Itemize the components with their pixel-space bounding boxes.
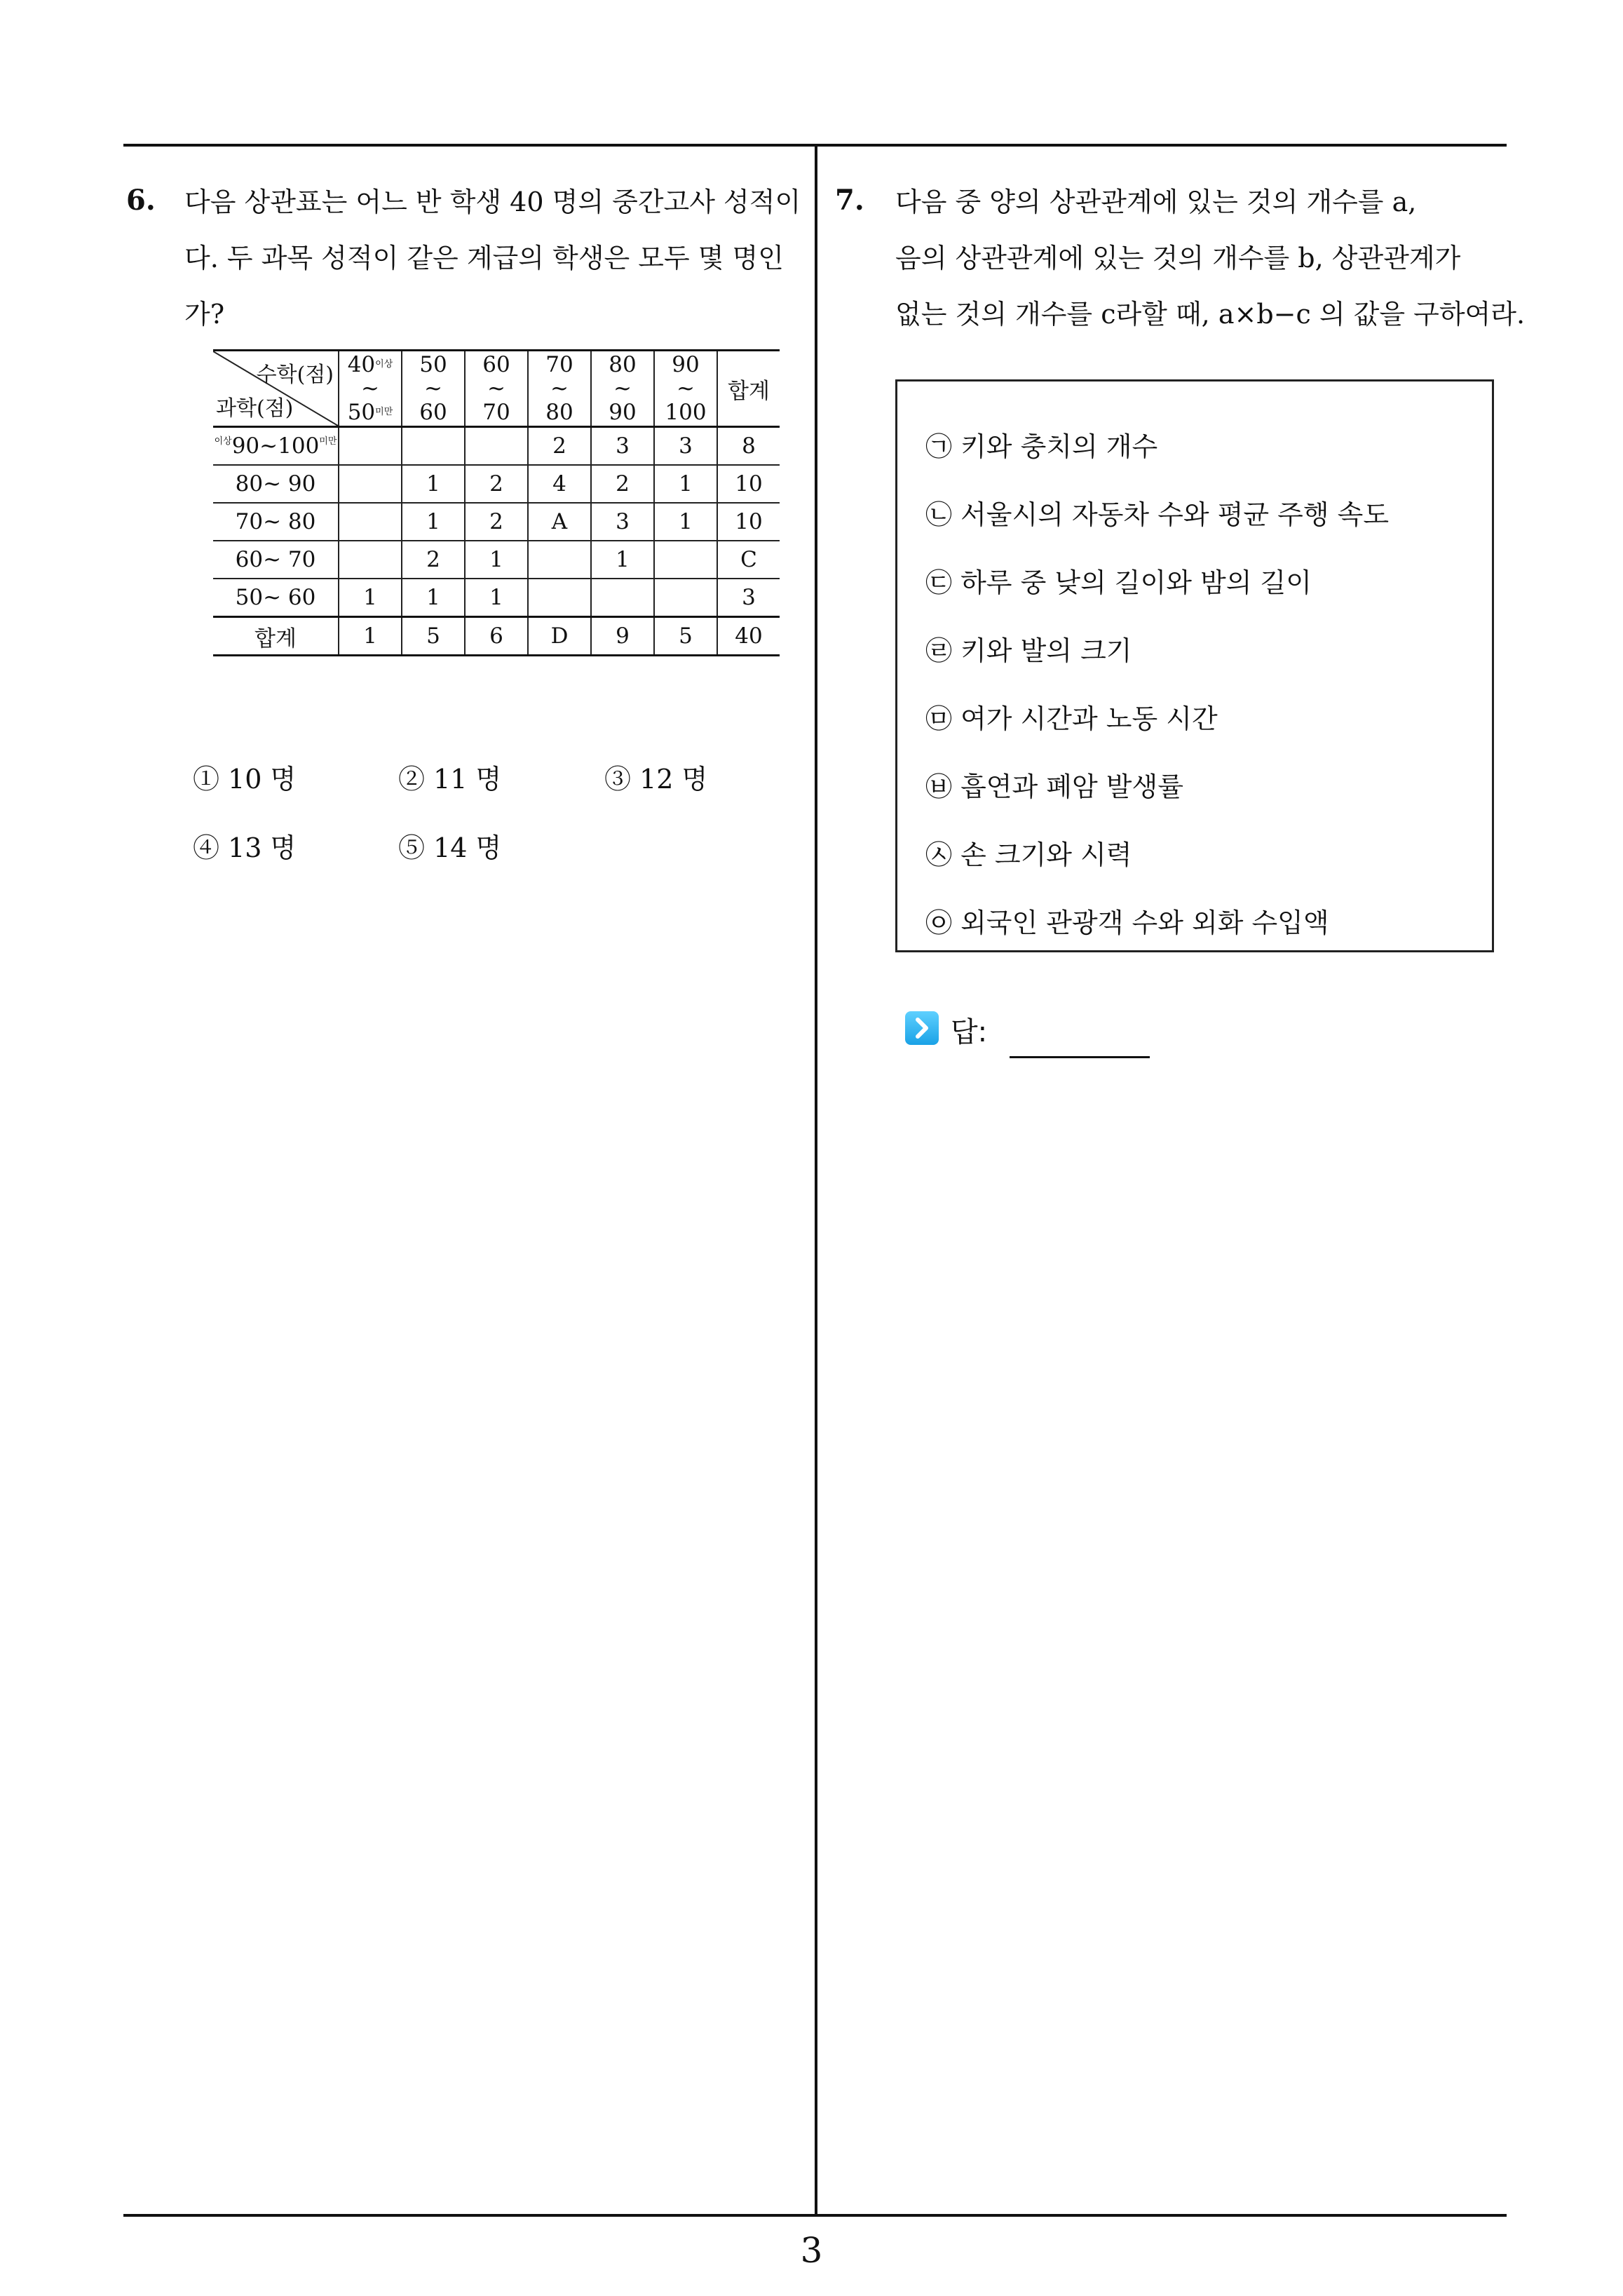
sum-cell: 1 xyxy=(339,617,402,656)
table-cell xyxy=(654,541,717,579)
col-head-4: 70 ~ 80 xyxy=(528,351,591,427)
choice-3[interactable]: ③ 12 명 xyxy=(604,764,708,795)
table-corner-cell xyxy=(213,351,339,427)
row-head-1: $^{이상}90\sim 100^{미만}$ xyxy=(213,427,339,466)
chevron-right-icon xyxy=(905,1011,939,1045)
table-cell: 1 xyxy=(591,541,654,579)
choice-1[interactable]: ① 10 명 xyxy=(193,764,297,795)
table-cell xyxy=(528,579,591,617)
item-3: ㉢ 하루 중 낮의 길이와 밤의 길이 xyxy=(925,567,1312,598)
table-cell: 1 xyxy=(339,579,402,617)
table-cell: 2 xyxy=(465,503,528,541)
sum-cell: 5 xyxy=(654,617,717,656)
table-cell xyxy=(402,427,465,466)
table-cell-total: C xyxy=(717,541,780,579)
table-cell: 4 xyxy=(528,465,591,503)
table-cell: 2 xyxy=(465,465,528,503)
table-cell: 3 xyxy=(654,427,717,466)
table-cell: 1 xyxy=(654,465,717,503)
table-cell: 1 xyxy=(402,465,465,503)
table-cell: 1 xyxy=(402,503,465,541)
question-6-line-3: 가? xyxy=(184,299,225,330)
col-head-5: 80 ~ 90 xyxy=(591,351,654,427)
corner-math-label: 수학(점) xyxy=(256,363,334,387)
question-7-text xyxy=(895,174,1526,342)
item-6: ㉥ 흡연과 폐암 발생률 xyxy=(925,771,1183,802)
question-6-text xyxy=(184,174,801,342)
item-5: ㉤ 여가 시간과 노동 시간 xyxy=(925,703,1218,734)
item-4: ㉣ 키와 발의 크기 xyxy=(925,635,1132,666)
choice-5[interactable]: ⑤ 14 명 xyxy=(398,832,502,863)
table-cell: 2 xyxy=(591,465,654,503)
row-head-5: 50~ 60 xyxy=(213,579,339,617)
table-cell: 2 xyxy=(402,541,465,579)
row-head-4: 60~ 70 xyxy=(213,541,339,579)
col-head-3: 60 ~ 70 xyxy=(465,351,528,427)
table-cell xyxy=(339,427,402,466)
table-cell xyxy=(528,541,591,579)
page-number: 3 xyxy=(800,2230,823,2271)
col-head-total: 합계 xyxy=(717,351,780,427)
question-6-line-2: 다. 두 과목 성적이 같은 계급의 학생은 모두 몇 명인 xyxy=(184,243,784,274)
col-head-2: 50 ~ 60 xyxy=(402,351,465,427)
question-7-number: 7. xyxy=(835,184,864,217)
table-cell: 1 xyxy=(402,579,465,617)
table-cell: 1 xyxy=(465,579,528,617)
table-cell-total: 3 xyxy=(717,579,780,617)
table-cell-total: 10 xyxy=(717,465,780,503)
row-head-3: 70~ 80 xyxy=(213,503,339,541)
sum-cell: D xyxy=(528,617,591,656)
col-head-1: $40^{이상}$ ~ $50^{미만}$ xyxy=(339,351,402,427)
answer-input-line[interactable] xyxy=(1010,1056,1150,1058)
item-1: ㉠ 키와 충치의 개수 xyxy=(925,431,1158,462)
item-7: ㉦ 손 크기와 시력 xyxy=(925,839,1132,870)
table-cell-total: 8 xyxy=(717,427,780,466)
table-cell: 2 xyxy=(528,427,591,466)
question-6-number: 6. xyxy=(126,184,156,217)
sum-cell: 9 xyxy=(591,617,654,656)
bottom-rule xyxy=(123,2214,1507,2217)
table-cell xyxy=(591,579,654,617)
question-7-line-2: 음의 상관관계에 있는 것의 개수를 b, 상관관계가 xyxy=(895,243,1461,274)
table-cell xyxy=(339,465,402,503)
sum-cell: 5 xyxy=(402,617,465,656)
column-divider xyxy=(815,144,817,2216)
answer-label: 답: xyxy=(951,1016,988,1048)
question-7-line-3: 없는 것의 개수를 c라할 때, a×b−c 의 값을 구하여라. xyxy=(895,299,1526,330)
item-2: ㉡ 서울시의 자동차 수와 평균 주행 속도 xyxy=(925,499,1390,530)
table-cell xyxy=(465,427,528,466)
sum-cell: 6 xyxy=(465,617,528,656)
sum-cell-total: 40 xyxy=(717,617,780,656)
col-head-6: 90 ~ 100 xyxy=(654,351,717,427)
table-cell-total: 10 xyxy=(717,503,780,541)
table-cell xyxy=(339,541,402,579)
item-8: ㉧ 외국인 관광객 수와 외화 수입액 xyxy=(925,907,1329,938)
table-cell: 1 xyxy=(465,541,528,579)
choice-4[interactable]: ④ 13 명 xyxy=(193,832,297,863)
table-cell: 3 xyxy=(591,427,654,466)
corner-science-label: 과학(점) xyxy=(216,396,294,421)
sum-row-label: 합계 xyxy=(213,617,339,656)
correlation-table xyxy=(213,349,780,656)
question-7-line-1: 다음 중 양의 상관관계에 있는 것의 개수를 a, xyxy=(895,187,1417,217)
table-cell: 1 xyxy=(654,503,717,541)
question-6-line-1: 다음 상관표는 어느 반 학생 40 명의 중간고사 성적이 xyxy=(184,187,801,217)
row-head-2: 80~ 90 xyxy=(213,465,339,503)
table-cell xyxy=(339,503,402,541)
items-box xyxy=(895,379,1494,952)
table-cell: A xyxy=(528,503,591,541)
table-cell: 3 xyxy=(591,503,654,541)
choice-2[interactable]: ② 11 명 xyxy=(398,764,502,795)
table-cell xyxy=(654,579,717,617)
